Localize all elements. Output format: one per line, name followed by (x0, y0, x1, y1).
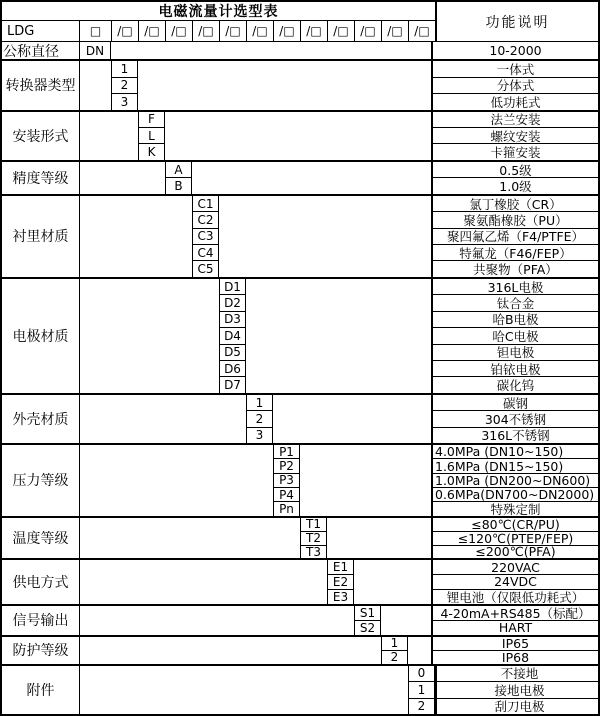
section-block (2, 604, 598, 635)
code-cell: E3 (328, 589, 353, 604)
model-code-box: □ (89, 24, 102, 38)
code-cell: D4 (220, 327, 245, 343)
section-block (2, 59, 598, 109)
code-cell: D7 (220, 376, 245, 392)
empty-merged-cell (246, 279, 431, 393)
function-description-column (431, 42, 598, 59)
code-column (246, 395, 273, 443)
code-cell: C1 (197, 196, 214, 211)
function-description-column (431, 61, 598, 109)
code-cell: C5 (193, 260, 218, 276)
code-cell: L (139, 127, 164, 143)
empty-merged-cell (80, 395, 246, 443)
selection-sections (2, 42, 598, 714)
model-code-slot: /□ (192, 21, 219, 41)
function-description-cell: HART (433, 620, 598, 635)
code-column (165, 162, 192, 194)
code-column (138, 112, 165, 160)
empty-merged-cell (219, 196, 431, 277)
section-block (2, 443, 598, 516)
empty-merged-cell (273, 395, 431, 443)
function-description-column (435, 666, 600, 714)
function-description-column (431, 112, 598, 160)
code-column (300, 518, 327, 559)
function-description-cell: 聚四氟乙烯（F4/PTFE） (433, 228, 598, 244)
model-code-slot: /□ (327, 21, 354, 41)
model-code-slot: /□ (165, 21, 192, 41)
empty-merged-cell (138, 61, 431, 109)
function-description-cell: 分体式 (433, 77, 598, 93)
code-cell: T2 (301, 531, 326, 545)
section-label: 附件 (2, 666, 80, 714)
empty-merged-cell (300, 445, 431, 516)
function-description-cell: 钽电极 (433, 344, 598, 360)
model-code-slot: /□ (408, 21, 435, 41)
empty-merged-cell (80, 560, 327, 603)
code-cell: 3 (112, 93, 137, 109)
function-description-cell: IP68 (433, 650, 598, 664)
empty-merged-cell (80, 518, 300, 559)
empty-merged-cell (80, 162, 165, 194)
section-block (2, 160, 598, 194)
empty-merged-cell (80, 279, 219, 393)
function-description-cell: 法兰安装 (490, 112, 541, 127)
section-label: 供电方式 (2, 560, 80, 603)
table-header (2, 2, 598, 42)
function-description-cell: 24VDC (433, 574, 598, 589)
function-description-cell: 哈C电极 (433, 327, 598, 343)
section-label: 转换器类型 (2, 61, 80, 109)
section-label: 外壳材质 (2, 395, 80, 443)
function-description-cell: 钛合金 (433, 294, 598, 310)
section-label: 温度等级 (2, 518, 80, 559)
function-description-cell: 铂铱电极 (433, 360, 598, 376)
function-description-column (431, 518, 598, 559)
code-cell: 3 (247, 427, 272, 443)
code-cell: DN (85, 43, 105, 58)
function-description-column (431, 637, 598, 664)
code-cell: 2 (112, 77, 137, 93)
section-block (2, 194, 598, 277)
function-description-cell: 4.0MPa (DN10~150) (435, 445, 564, 459)
section-label: 衬里材质 (2, 196, 80, 277)
function-description-column (431, 162, 598, 194)
function-description-cell: 刮刀电极 (437, 698, 600, 714)
function-description-cell: 聚氨酯橡胶（PU） (433, 211, 598, 227)
function-description-cell: 0.5级 (499, 162, 532, 178)
section-block (2, 635, 598, 664)
code-cell: P4 (274, 487, 299, 501)
empty-merged-cell (192, 162, 431, 194)
function-description-cell: ≤200℃(PFA) (433, 545, 598, 559)
code-cell: S2 (355, 620, 380, 635)
function-description-cell: 接地电极 (437, 681, 600, 697)
empty-merged-cell (80, 112, 138, 160)
section-block (2, 558, 598, 603)
function-description-cell: 氯丁橡胶（CR） (469, 196, 562, 212)
code-cell: 1 (255, 395, 264, 410)
function-description-column (431, 606, 598, 635)
function-description-cell: 1.6MPa (DN15~150) (433, 458, 598, 472)
function-description-column (431, 445, 598, 516)
code-cell: E2 (328, 574, 353, 589)
section-label: 信号输出 (2, 606, 80, 635)
code-column (273, 445, 300, 516)
empty-merged-cell (381, 606, 431, 635)
code-cell: K (139, 143, 164, 159)
empty-merged-cell (408, 637, 431, 664)
code-cell: D1 (224, 279, 241, 294)
function-description-cell: 特殊定制 (433, 501, 598, 515)
section-label: 精度等级 (2, 162, 80, 194)
function-description-cell: 304不锈钢 (433, 410, 598, 426)
code-cell: D6 (220, 360, 245, 376)
model-code-slot: /□ (111, 21, 138, 41)
model-code-slot: /□ (219, 21, 246, 41)
section-label: 公称直径 (2, 42, 80, 59)
function-description-cell: 4-20mA+RS485（标配） (440, 605, 591, 620)
function-description-cell: 一体式 (496, 61, 535, 77)
function-description-cell: 不接地 (500, 666, 539, 682)
function-description-cell: 220VAC (491, 560, 540, 575)
code-cell: 2 (409, 698, 434, 714)
code-cell: P1 (279, 445, 294, 459)
model-code-row (2, 21, 435, 41)
section-label: 防护等级 (2, 637, 80, 664)
code-cell: 2 (247, 410, 272, 426)
model-code-slot: /□ (354, 21, 381, 41)
code-cell: E1 (332, 560, 349, 575)
code-cell: P3 (274, 473, 299, 487)
section-block (2, 664, 598, 714)
function-description-cell: 锂电池（仅限低功耗式） (433, 589, 598, 604)
function-column-header: 功能说明 (435, 2, 598, 41)
function-description-cell: 卡箍安装 (433, 143, 598, 159)
function-description-cell: 316L不锈钢 (433, 427, 598, 443)
function-description-cell: IP65 (501, 636, 530, 650)
code-cell: D3 (220, 311, 245, 327)
function-description-cell: 特氟龙（F46/FEP） (433, 244, 598, 260)
code-cell: D2 (220, 294, 245, 310)
code-cell: A (174, 162, 183, 177)
code-cell: S1 (359, 605, 376, 620)
empty-merged-cell (354, 560, 431, 603)
empty-merged-cell (80, 445, 273, 516)
empty-merged-cell (327, 518, 431, 559)
code-column (408, 666, 435, 714)
function-description-cell: 共聚物（PFA） (433, 260, 598, 276)
code-column (192, 196, 219, 277)
empty-merged-cell (165, 112, 431, 160)
table-title: 电磁流量计选型表 (2, 2, 435, 21)
function-description-cell: 1.0级 (433, 177, 598, 193)
function-description-column (431, 279, 598, 393)
empty-merged-cell (80, 606, 354, 635)
code-cell: T3 (301, 545, 326, 559)
code-cell: 1 (390, 636, 399, 650)
section-block (2, 42, 598, 59)
function-description-cell: ≤120℃(PTEP/FEP) (433, 531, 598, 545)
model-code-slot: /□ (273, 21, 300, 41)
code-column (381, 637, 408, 664)
function-description-column (431, 196, 598, 277)
empty-merged-cell (80, 666, 408, 714)
table-header-left (2, 2, 435, 41)
code-cell: C2 (193, 211, 218, 227)
empty-merged-cell (80, 61, 111, 109)
function-description-column (431, 395, 598, 443)
function-description-cell: 0.6MPa(DN700~DN2000) (433, 487, 598, 501)
function-description-cell: 碳化钨 (433, 376, 598, 392)
code-column (80, 42, 111, 59)
model-code-slot: /□ (381, 21, 408, 41)
code-cell: 1 (120, 61, 129, 76)
function-description-cell: 316L电极 (487, 279, 544, 295)
section-label: 电极材质 (2, 279, 80, 393)
model-prefix: LDG (2, 21, 80, 41)
section-block (2, 277, 598, 393)
empty-merged-cell (80, 637, 381, 664)
code-cell: C3 (193, 228, 218, 244)
code-cell: 1 (409, 681, 434, 697)
function-description-cell: 1.0MPa (DN200~DN600) (433, 473, 598, 487)
section-label: 压力等级 (2, 445, 80, 516)
code-cell: P2 (274, 458, 299, 472)
code-cell: 2 (382, 650, 407, 664)
function-description-cell: ≤80℃(CR/PU) (471, 517, 560, 531)
function-description-cell: 碳钢 (502, 395, 528, 411)
code-column (354, 606, 381, 635)
code-cell: D5 (220, 344, 245, 360)
section-block (2, 516, 598, 559)
code-cell: C4 (193, 244, 218, 260)
model-code-slot: /□ (246, 21, 273, 41)
code-column (111, 61, 138, 109)
code-cell: T1 (306, 517, 321, 531)
function-description-cell: 哈B电极 (433, 311, 598, 327)
section-block (2, 110, 598, 160)
code-cell: F (148, 112, 155, 127)
code-cell: 0 (417, 666, 426, 681)
function-description-cell: 低功耗式 (433, 93, 598, 109)
code-cell: Pn (274, 501, 299, 515)
model-code-slot: /□ (300, 21, 327, 41)
section-label: 安装形式 (2, 112, 80, 160)
empty-merged-cell (80, 196, 192, 277)
function-description-cell: 螺纹安装 (433, 127, 598, 143)
model-code-slot: /□ (138, 21, 165, 41)
section-block (2, 393, 598, 443)
code-column (219, 279, 246, 393)
function-description-cell: 10-2000 (489, 43, 542, 59)
function-description-column (431, 560, 598, 603)
code-cell: B (166, 177, 191, 193)
empty-merged-cell (111, 42, 431, 59)
code-column (327, 560, 354, 603)
